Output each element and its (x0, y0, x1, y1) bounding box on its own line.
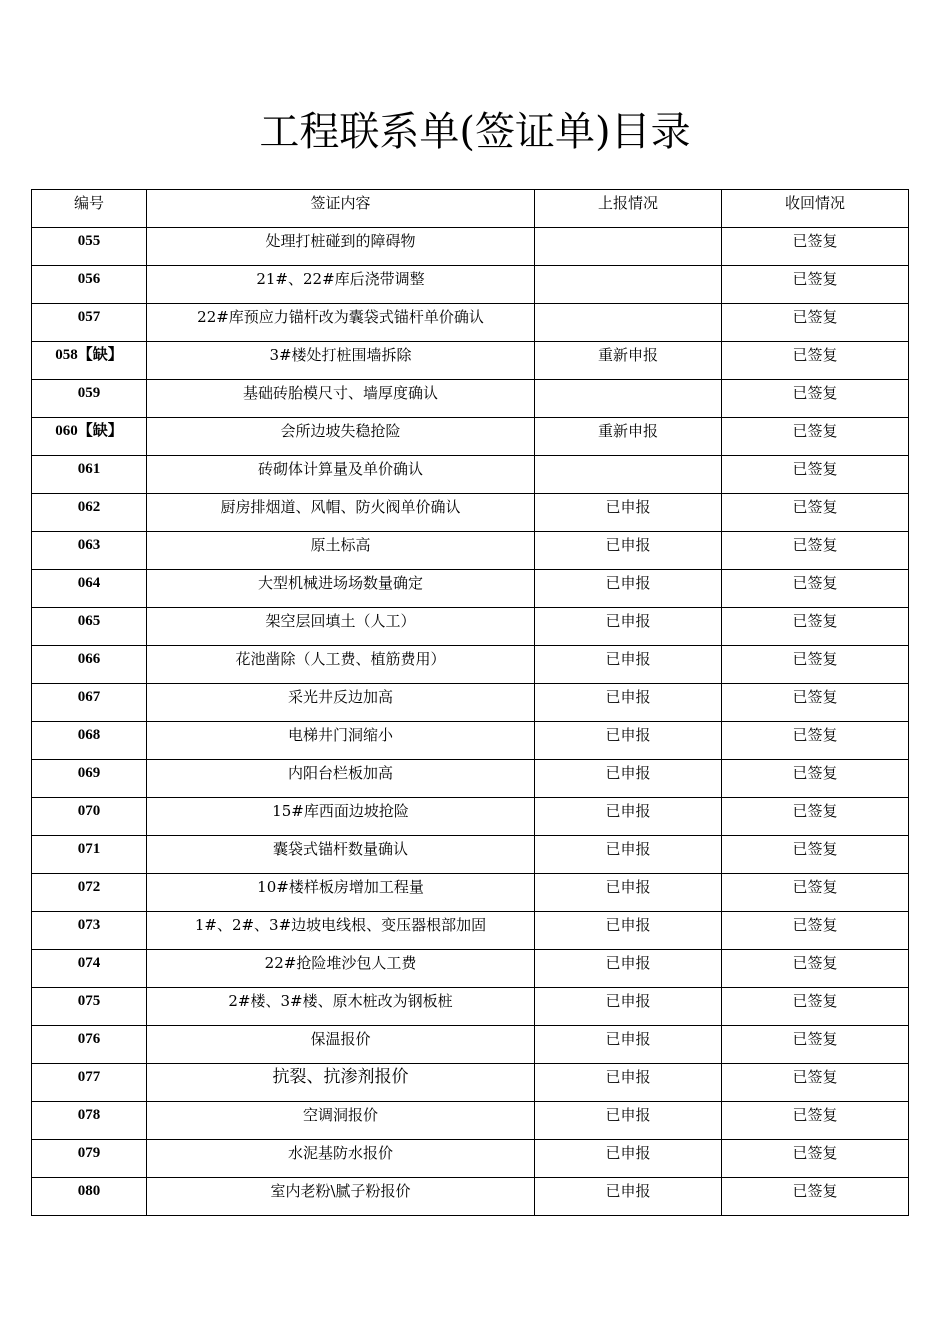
row-number: 056 (32, 266, 147, 304)
row-report (535, 228, 722, 266)
row-status: 已签复 (722, 988, 909, 1026)
row-report: 已申报 (535, 760, 722, 798)
table-row (32, 1140, 909, 1178)
header-status: 收回情况 (722, 190, 909, 228)
table-row (32, 988, 909, 1026)
row-status: 已签复 (722, 1026, 909, 1064)
row-number: 058【缺】 (32, 342, 147, 380)
header-content: 签证内容 (147, 190, 535, 228)
row-content: 10#楼样板房增加工程量 (147, 874, 535, 912)
row-content: 内阳台栏板加高 (147, 760, 535, 798)
row-number: 066 (32, 646, 147, 684)
row-content: 空调洞报价 (147, 1102, 535, 1140)
row-report: 已申报 (535, 1064, 722, 1102)
table-row (32, 1064, 909, 1102)
row-number: 062 (32, 494, 147, 532)
table-row (32, 722, 909, 760)
row-content: 处理打桩碰到的障碍物 (147, 228, 535, 266)
row-status: 已签复 (722, 836, 909, 874)
row-status: 已签复 (722, 608, 909, 646)
row-status: 已签复 (722, 532, 909, 570)
row-report: 已申报 (535, 798, 722, 836)
row-number: 070 (32, 798, 147, 836)
header-number: 编号 (32, 190, 147, 228)
row-number: 077 (32, 1064, 147, 1102)
table-header-row (32, 190, 909, 228)
visa-list-table (31, 189, 909, 1216)
table-body (32, 228, 909, 1216)
row-report: 已申报 (535, 912, 722, 950)
row-number: 078 (32, 1102, 147, 1140)
table-row (32, 570, 909, 608)
row-content: 15#库西面边坡抢险 (147, 798, 535, 836)
row-number: 068 (32, 722, 147, 760)
row-number: 057 (32, 304, 147, 342)
row-number: 063 (32, 532, 147, 570)
row-content: 砖砌体计算量及单价确认 (147, 456, 535, 494)
table-row (32, 798, 909, 836)
row-content: 水泥基防水报价 (147, 1140, 535, 1178)
table-row (32, 760, 909, 798)
row-status: 已签复 (722, 1178, 909, 1216)
row-status: 已签复 (722, 380, 909, 418)
row-content: 会所边坡失稳抢险 (147, 418, 535, 456)
row-status: 已签复 (722, 1102, 909, 1140)
row-report: 已申报 (535, 570, 722, 608)
row-number: 076 (32, 1026, 147, 1064)
table-row (32, 1178, 909, 1216)
row-number: 067 (32, 684, 147, 722)
row-content: 厨房排烟道、风帽、防火阀单价确认 (147, 494, 535, 532)
table-row (32, 228, 909, 266)
row-report: 已申报 (535, 1140, 722, 1178)
row-content: 大型机械进场场数量确定 (147, 570, 535, 608)
row-report: 已申报 (535, 608, 722, 646)
row-status: 已签复 (722, 646, 909, 684)
row-status: 已签复 (722, 798, 909, 836)
row-report: 已申报 (535, 1102, 722, 1140)
row-status: 已签复 (722, 950, 909, 988)
table-row (32, 912, 909, 950)
row-number: 079 (32, 1140, 147, 1178)
row-report: 已申报 (535, 874, 722, 912)
table-row (32, 380, 909, 418)
row-content: 22#库预应力锚杆改为囊袋式锚杆单价确认 (147, 304, 535, 342)
row-number: 073 (32, 912, 147, 950)
row-report: 已申报 (535, 684, 722, 722)
row-content: 3#楼处打桩围墙拆除 (147, 342, 535, 380)
row-report: 已申报 (535, 1178, 722, 1216)
row-status: 已签复 (722, 418, 909, 456)
row-report: 已申报 (535, 722, 722, 760)
row-number: 075 (32, 988, 147, 1026)
row-report: 重新申报 (535, 342, 722, 380)
row-content: 21#、22#库后浇带调整 (147, 266, 535, 304)
row-report: 已申报 (535, 532, 722, 570)
row-status: 已签复 (722, 228, 909, 266)
row-number: 069 (32, 760, 147, 798)
row-number: 061 (32, 456, 147, 494)
row-content: 采光井反边加高 (147, 684, 535, 722)
row-number: 071 (32, 836, 147, 874)
table-row (32, 836, 909, 874)
row-content: 原土标高 (147, 532, 535, 570)
table-row (32, 494, 909, 532)
table-row (32, 532, 909, 570)
row-report: 已申报 (535, 1026, 722, 1064)
row-status: 已签复 (722, 1064, 909, 1102)
row-number: 072 (32, 874, 147, 912)
table-row (32, 950, 909, 988)
row-content: 2#楼、3#楼、原木桩改为钢板桩 (147, 988, 535, 1026)
row-content: 架空层回填土（人工） (147, 608, 535, 646)
row-number: 059 (32, 380, 147, 418)
row-number: 080 (32, 1178, 147, 1216)
table-row (32, 1102, 909, 1140)
row-content: 22#抢险堆沙包人工费 (147, 950, 535, 988)
row-report: 已申报 (535, 950, 722, 988)
row-status: 已签复 (722, 760, 909, 798)
row-status: 已签复 (722, 912, 909, 950)
row-content: 电梯井门洞缩小 (147, 722, 535, 760)
row-number: 065 (32, 608, 147, 646)
table-row (32, 874, 909, 912)
row-report: 已申报 (535, 988, 722, 1026)
row-status: 已签复 (722, 494, 909, 532)
row-report: 已申报 (535, 836, 722, 874)
row-number: 060【缺】 (32, 418, 147, 456)
row-content: 基础砖胎模尺寸、墙厚度确认 (147, 380, 535, 418)
row-report (535, 456, 722, 494)
row-number: 074 (32, 950, 147, 988)
row-status: 已签复 (722, 874, 909, 912)
table-row (32, 342, 909, 380)
row-report (535, 380, 722, 418)
table-row (32, 456, 909, 494)
table-row (32, 304, 909, 342)
row-report: 重新申报 (535, 418, 722, 456)
row-report (535, 304, 722, 342)
table-row (32, 418, 909, 456)
row-content: 保温报价 (147, 1026, 535, 1064)
row-content: 1#、2#、3#边坡电线根、变压器根部加固 (147, 912, 535, 950)
row-report: 已申报 (535, 646, 722, 684)
row-number: 055 (32, 228, 147, 266)
row-status: 已签复 (722, 1140, 909, 1178)
page-title: 工程联系单(签证单)目录 (259, 109, 691, 155)
row-report: 已申报 (535, 494, 722, 532)
row-status: 已签复 (722, 570, 909, 608)
row-status: 已签复 (722, 342, 909, 380)
table-row (32, 608, 909, 646)
row-content: 囊袋式锚杆数量确认 (147, 836, 535, 874)
table-row (32, 266, 909, 304)
table-row (32, 684, 909, 722)
row-content: 花池凿除（人工费、植筋费用） (147, 646, 535, 684)
header-report: 上报情况 (535, 190, 722, 228)
row-status: 已签复 (722, 684, 909, 722)
table-row (32, 1026, 909, 1064)
row-content: 抗裂、抗渗剂报价 (147, 1064, 535, 1102)
table-row (32, 646, 909, 684)
row-status: 已签复 (722, 304, 909, 342)
row-report (535, 266, 722, 304)
row-number: 064 (32, 570, 147, 608)
row-status: 已签复 (722, 722, 909, 760)
row-status: 已签复 (722, 266, 909, 304)
row-status: 已签复 (722, 456, 909, 494)
row-content: 室内老粉\腻子粉报价 (147, 1178, 535, 1216)
